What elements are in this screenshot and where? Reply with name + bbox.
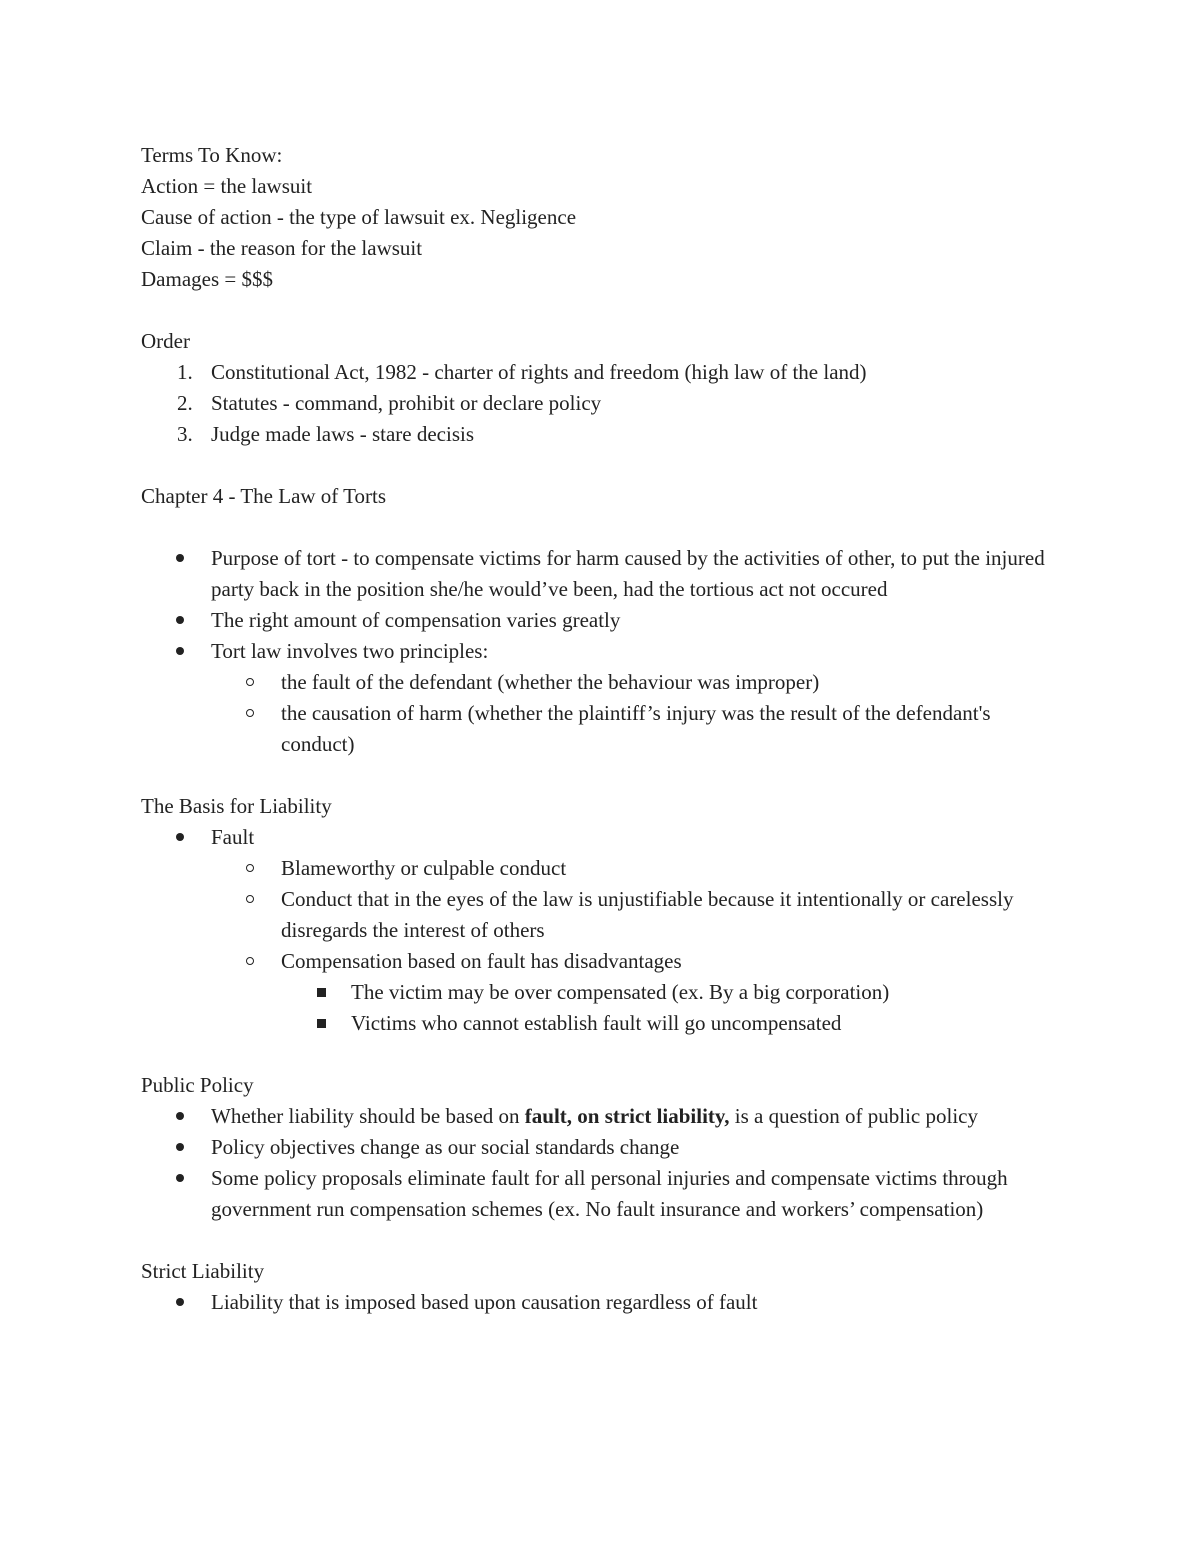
order-item-text: Constitutional Act, 1982 - charter of rights and freedom (high law of the land) <box>211 360 867 384</box>
bullet-text: Some policy proposals eliminate fault for all personal injuries and compensate victims through government run compensation schemes (ex. No fault insurance and workers’ compensation) <box>211 1166 1008 1221</box>
term-damages: Damages = $$$ <box>141 267 273 291</box>
bullet-item <box>141 1132 1061 1163</box>
spacer <box>141 1039 1061 1070</box>
sub-bullet-text: Compensation based on fault has disadvantages <box>281 949 682 973</box>
filled-dot-icon <box>176 616 184 624</box>
basis-heading: The Basis for Liability <box>141 794 332 818</box>
spacer <box>141 512 1061 543</box>
hollow-circle-icon <box>246 957 254 965</box>
bullet-marker <box>174 822 211 853</box>
filled-dot-icon <box>176 1298 184 1306</box>
bullet-text: The right amount of compensation varies greatly <box>211 608 621 632</box>
bullet-marker <box>174 1163 211 1194</box>
filled-dot-icon <box>176 833 184 841</box>
bullet-text: Tort law involves two principles: <box>211 639 489 663</box>
bold-phrase: fault, on strict liability, <box>524 1104 730 1128</box>
order-item <box>141 419 1061 450</box>
sub-bullet-item <box>141 667 1061 698</box>
bullet-item <box>141 822 1061 853</box>
sub-sub-bullet-text: Victims who cannot establish fault will go uncompensated <box>351 1011 842 1035</box>
sub-bullet-item <box>141 946 1061 977</box>
filled-dot-icon <box>176 1112 184 1120</box>
sub-bullet-text: Blameworthy or culpable conduct <box>281 856 567 880</box>
bullet-marker <box>244 853 281 884</box>
bullet-marker <box>174 1101 211 1132</box>
hollow-circle-icon <box>246 709 254 717</box>
bullet-marker <box>174 605 211 636</box>
order-item <box>141 388 1061 419</box>
bullet-text-end: is a question of public policy <box>729 1104 978 1128</box>
bullet-text <box>211 1101 1051 1132</box>
bullet-marker <box>244 698 281 729</box>
bullet-item <box>141 636 1061 667</box>
bullet-item <box>141 1287 1061 1318</box>
bullet-marker <box>314 1008 351 1039</box>
sub-bullet-text: Conduct that in the eyes of the law is unjustifiable because it intentionally or carelessly disregards the interest of others <box>281 887 1014 942</box>
sub-bullet-item <box>141 698 1061 760</box>
filled-square-icon <box>317 988 326 997</box>
spacer <box>141 760 1061 791</box>
bullet-text-start: Whether liability should be based on <box>211 1104 525 1128</box>
bullet-marker <box>174 1132 211 1163</box>
filled-square-icon <box>317 1019 326 1028</box>
sub-sub-bullet-item <box>141 1008 1061 1039</box>
bullet-text: Purpose of tort - to compensate victims for harm caused by the activities of other, to put the injured party back in the position she/he would’ve been, had the tortious act not occured <box>211 546 1045 601</box>
terms-heading: Terms To Know: <box>141 143 283 167</box>
spacer <box>141 1225 1061 1256</box>
sub-sub-bullet-text: The victim may be over compensated (ex. By a big corporation) <box>351 980 890 1004</box>
list-number: 3. <box>177 422 193 446</box>
bullet-marker <box>174 543 211 574</box>
strict-liability-heading: Strict Liability <box>141 1259 265 1283</box>
filled-dot-icon <box>176 647 184 655</box>
bullet-text: Policy objectives change as our social standards change <box>211 1135 680 1159</box>
spacer <box>141 450 1061 481</box>
bullet-marker <box>174 1287 211 1318</box>
public-policy-heading: Public Policy <box>141 1073 254 1097</box>
order-heading: Order <box>141 329 190 353</box>
bullet-marker <box>174 636 211 667</box>
hollow-circle-icon <box>246 678 254 686</box>
bullet-item <box>141 605 1061 636</box>
term-cause-of-action: Cause of action - the type of lawsuit ex. Negligence <box>141 205 577 229</box>
bullet-text: Liability that is imposed based upon causation regardless of fault <box>211 1290 758 1314</box>
order-item-text: Judge made laws - stare decisis <box>211 422 475 446</box>
filled-dot-icon <box>176 1143 184 1151</box>
hollow-circle-icon <box>246 895 254 903</box>
term-action: Action = the lawsuit <box>141 174 313 198</box>
list-number: 2. <box>177 391 193 415</box>
bullet-item <box>141 1101 1061 1132</box>
bullet-text: Fault <box>211 825 255 849</box>
bullet-item <box>141 543 1061 605</box>
sub-bullet-text: the fault of the defendant (whether the behaviour was improper) <box>281 670 820 694</box>
term-claim: Claim - the reason for the lawsuit <box>141 236 423 260</box>
order-item-text: Statutes - command, prohibit or declare policy <box>211 391 602 415</box>
bullet-marker <box>244 946 281 977</box>
sub-bullet-text: the causation of harm (whether the plaintiff’s injury was the result of the defendant's conduct) <box>281 701 991 756</box>
document-page <box>141 140 1061 1318</box>
hollow-circle-icon <box>246 864 254 872</box>
bullet-marker <box>244 667 281 698</box>
filled-dot-icon <box>176 1174 184 1182</box>
sub-bullet-item <box>141 853 1061 884</box>
filled-dot-icon <box>176 554 184 562</box>
bullet-item <box>141 1163 1061 1225</box>
order-item <box>141 357 1061 388</box>
chapter-heading: Chapter 4 - The Law of Torts <box>141 484 387 508</box>
spacer <box>141 295 1061 326</box>
bullet-marker <box>244 884 281 915</box>
list-number: 1. <box>177 360 193 384</box>
sub-bullet-item <box>141 884 1061 946</box>
sub-sub-bullet-item <box>141 977 1061 1008</box>
bullet-marker <box>314 977 351 1008</box>
